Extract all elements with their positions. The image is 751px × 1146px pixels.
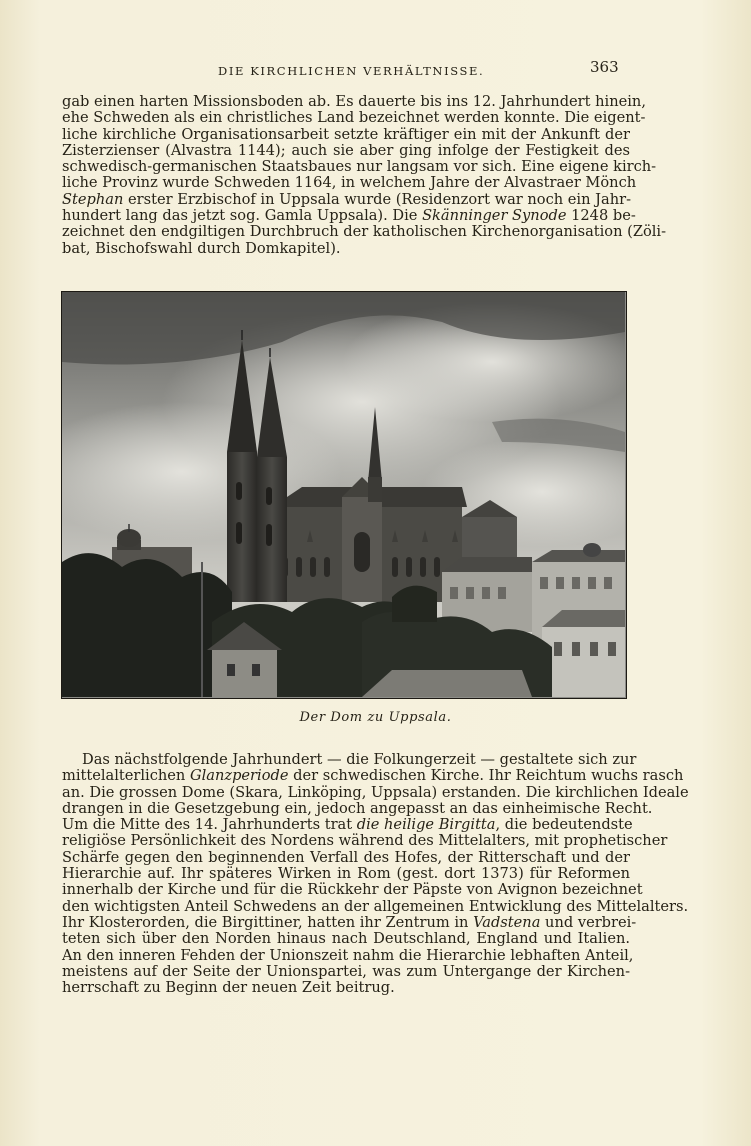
text-line: mittelalterlichen Glanzperiode der schwedischen Kirche. Ihr Reichtum wuchs rasch bbox=[62, 767, 684, 785]
paragraph-1 bbox=[62, 93, 667, 257]
text-line: hundert lang das jetzt sog. Gamla Uppsala). Die Skänninger Synode 1248 be- bbox=[62, 207, 636, 225]
text-line: herrschaft zu Beginn der neuen Zeit beitrug. bbox=[62, 979, 395, 997]
text-line: drangen in die Gesetzgebung ein, jedoch angepasst an das einheimische Recht. bbox=[62, 799, 653, 817]
text-line: Hierarchie auf. Ihr späteres Wirken in Rom (gest. dort 1373) für Reformen bbox=[62, 865, 630, 883]
text-line: Zisterzienser (Alvastra 1144); auch sie aber ging infolge der Festigkeit des bbox=[62, 141, 630, 159]
uppsala-cathedral-illustration bbox=[62, 292, 625, 697]
paragraph-2 bbox=[62, 751, 689, 997]
text-line: Das nächstfolgende Jahrhundert — die Folkungerzeit — gestaltete sich zur bbox=[82, 751, 637, 768]
text-line: gab einen harten Missionsboden ab. Es dauerte bis ins 12. Jahrhundert hinein, bbox=[62, 93, 646, 110]
text-line: Um die Mitte des 14. Jahrhunderts trat die heilige Birgitta, die bedeutendste bbox=[62, 816, 633, 834]
text-line: schwedisch-germanischen Staatsbaues nur langsam vor sich. Eine eigene kirch- bbox=[62, 158, 657, 176]
text-line: religiöse Persönlichkeit des Nordens während des Mittelalters, mit prophetischer bbox=[62, 832, 668, 850]
text-line: Stephan erster Erzbischof in Uppsala wurde (Residenzort war noch ein Jahr- bbox=[62, 190, 631, 208]
text-line: liche kirchliche Organisationsarbeit setzte kräftiger ein mit der Ankunft der bbox=[62, 125, 630, 143]
text-line: meistens auf der Seite der Unionspartei, was zum Untergange der Kirchen- bbox=[62, 962, 630, 980]
text-line: Schärfe gegen den beginnenden Verfall des Hofes, der Ritterschaft und der bbox=[62, 848, 630, 866]
text-line: Ihr Klosterorden, die Birgittiner, hatten ihr Zentrum in Vadstena und verbrei- bbox=[62, 913, 637, 931]
text-line: teten sich über den Norden hinaus nach Deutschland, England und Italien. bbox=[62, 930, 630, 948]
text-line: innerhalb der Kirche und für die Rückkehr der Päpste von Avignon bezeichnet bbox=[62, 881, 643, 899]
text-line: liche Provinz wurde Schweden 1164, in welchem Jahre der Alvastraer Mönch bbox=[62, 174, 637, 192]
text-line: ehe Schweden als ein christliches Land bezeichnet werden konnte. Die eigent- bbox=[62, 109, 646, 127]
text-line: bat, Bischofswahl durch Domkapitel). bbox=[62, 239, 341, 257]
text-line: den wichtigsten Anteil Schwedens an der allgemeinen Entwicklung des Mittelalters. bbox=[62, 897, 689, 915]
text-line: an. Die grossen Dome (Skara, Linköping, Uppsala) erstanden. Die kirchlichen Ideale bbox=[62, 783, 689, 801]
figure-caption: Der Dom zu Uppsala. bbox=[299, 710, 452, 725]
cathedral-photograph bbox=[61, 291, 627, 699]
running-head: DIE KIRCHLICHEN VERHÄLTNISSE. bbox=[218, 64, 485, 78]
text-line: An den inneren Fehden der Unionszeit nahm die Hierarchie lebhaften Anteil, bbox=[62, 946, 634, 964]
text-line: zeichnet den endgiltigen Durchbruch der katholischen Kirchenorganisation (Zöli- bbox=[62, 223, 667, 241]
page-number: 363 bbox=[590, 58, 619, 76]
